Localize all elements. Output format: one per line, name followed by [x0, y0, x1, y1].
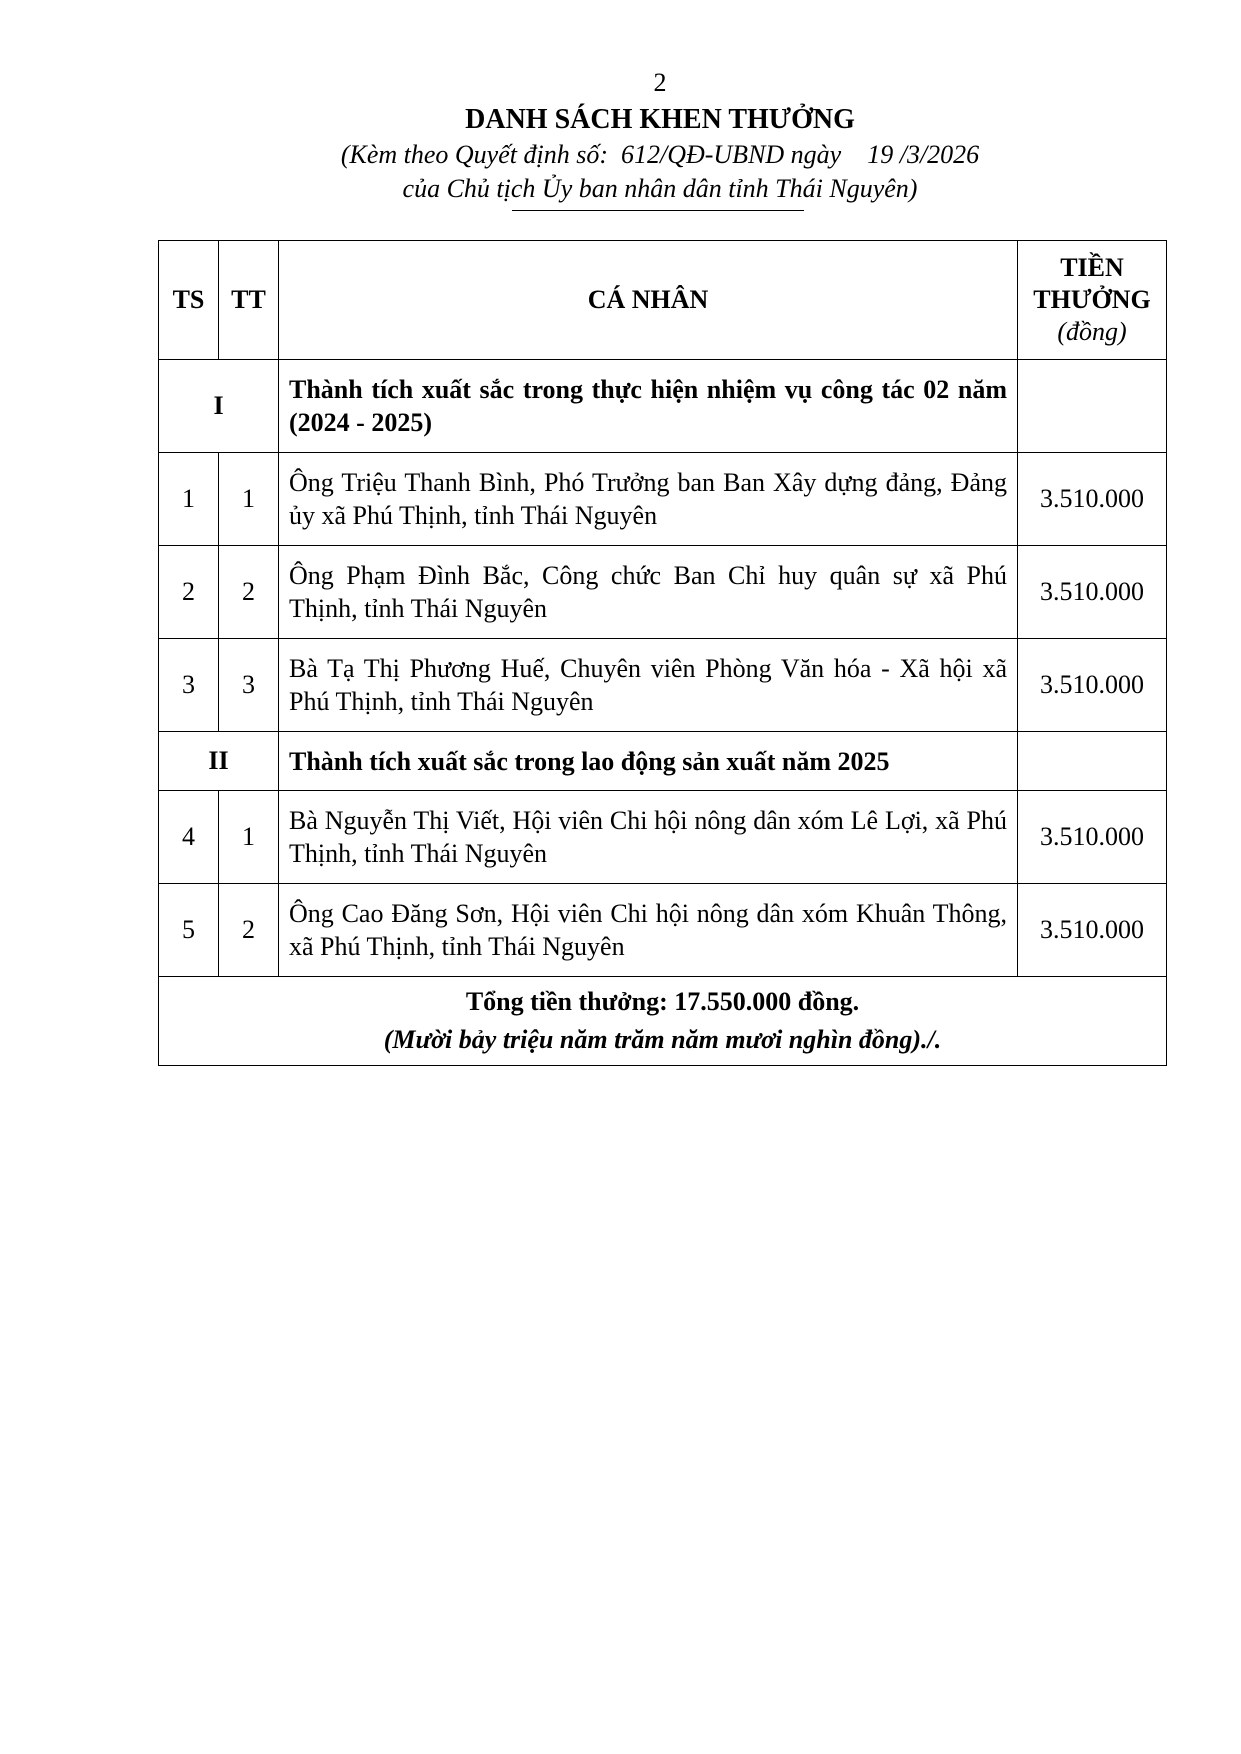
header-ts: TS: [159, 241, 219, 360]
header-tt: TT: [219, 241, 279, 360]
header-person: CÁ NHÂN: [279, 241, 1018, 360]
row-tt: 1: [219, 453, 279, 546]
row-person: Bà Tạ Thị Phương Huế, Chuyên viên Phòng Văn hóa - Xã hội xã Phú Thịnh, tỉnh Thái Nguyên: [279, 639, 1018, 732]
header-reward: [1018, 241, 1167, 360]
row-person: Ông Cao Đăng Sơn, Hội viên Chi hội nông dân xóm Khuân Thông, xã Phú Thịnh, tỉnh Thái Nguyên: [279, 884, 1018, 977]
table-row: [159, 791, 1167, 884]
header-reward-label: TIỀN THƯỞNG: [1033, 253, 1151, 314]
decision-reference: (Kèm theo Quyết định số: 612/QĐ-UBND ngày 19 /3/2026: [340, 140, 980, 169]
section-roman: II: [159, 732, 279, 791]
row-amount: 3.510.000: [1018, 639, 1167, 732]
title-underline: [512, 210, 804, 211]
total-cell: [159, 977, 1167, 1066]
row-amount: 3.510.000: [1018, 884, 1167, 977]
section-title: Thành tích xuất sắc trong thực hiện nhiệm vụ công tác 02 năm (2024 - 2025): [279, 360, 1018, 453]
table-row: [159, 453, 1167, 546]
section-roman: I: [159, 360, 279, 453]
document-title: DANH SÁCH KHEN THƯỞNG: [465, 104, 855, 135]
total-amount: Tổng tiền thưởng: 17.550.000 đồng.: [465, 987, 860, 1016]
row-tt: 2: [219, 884, 279, 977]
row-person: Bà Nguyễn Thị Viết, Hội viên Chi hội nông dân xóm Lê Lợi, xã Phú Thịnh, tỉnh Thái Nguyên: [279, 791, 1018, 884]
page-number: 2: [653, 68, 667, 97]
row-ts: 2: [159, 546, 219, 639]
row-ts: 4: [159, 791, 219, 884]
total-in-words: (Mười bảy triệu năm trăm năm mươi nghìn đồng)./.: [383, 1025, 942, 1054]
row-tt: 1: [219, 791, 279, 884]
issuer-line: của Chủ tịch Ủy ban nhân dân tỉnh Thái Nguyên): [402, 174, 918, 203]
row-amount: 3.510.000: [1018, 453, 1167, 546]
section-amount-empty: [1018, 732, 1167, 791]
header-reward-unit: (đồng): [1057, 317, 1127, 346]
table-row: [159, 546, 1167, 639]
section-row: [159, 732, 1167, 791]
table-row: [159, 639, 1167, 732]
row-tt: 2: [219, 546, 279, 639]
reward-table: [158, 240, 1167, 1066]
row-amount: 3.510.000: [1018, 791, 1167, 884]
row-ts: 5: [159, 884, 219, 977]
total-row: [159, 977, 1167, 1066]
row-amount: 3.510.000: [1018, 546, 1167, 639]
table-row: [159, 884, 1167, 977]
row-person: Ông Phạm Đình Bắc, Công chức Ban Chỉ huy quân sự xã Phú Thịnh, tỉnh Thái Nguyên: [279, 546, 1018, 639]
section-row: [159, 360, 1167, 453]
row-person: Ông Triệu Thanh Bình, Phó Trưởng ban Ban Xây dựng đảng, Đảng ủy xã Phú Thịnh, tỉnh Thái Nguyên: [279, 453, 1018, 546]
row-tt: 3: [219, 639, 279, 732]
section-amount-empty: [1018, 360, 1167, 453]
table-header-row: [159, 241, 1167, 360]
section-title: Thành tích xuất sắc trong lao động sản xuất năm 2025: [279, 732, 1018, 791]
row-ts: 1: [159, 453, 219, 546]
row-ts: 3: [159, 639, 219, 732]
